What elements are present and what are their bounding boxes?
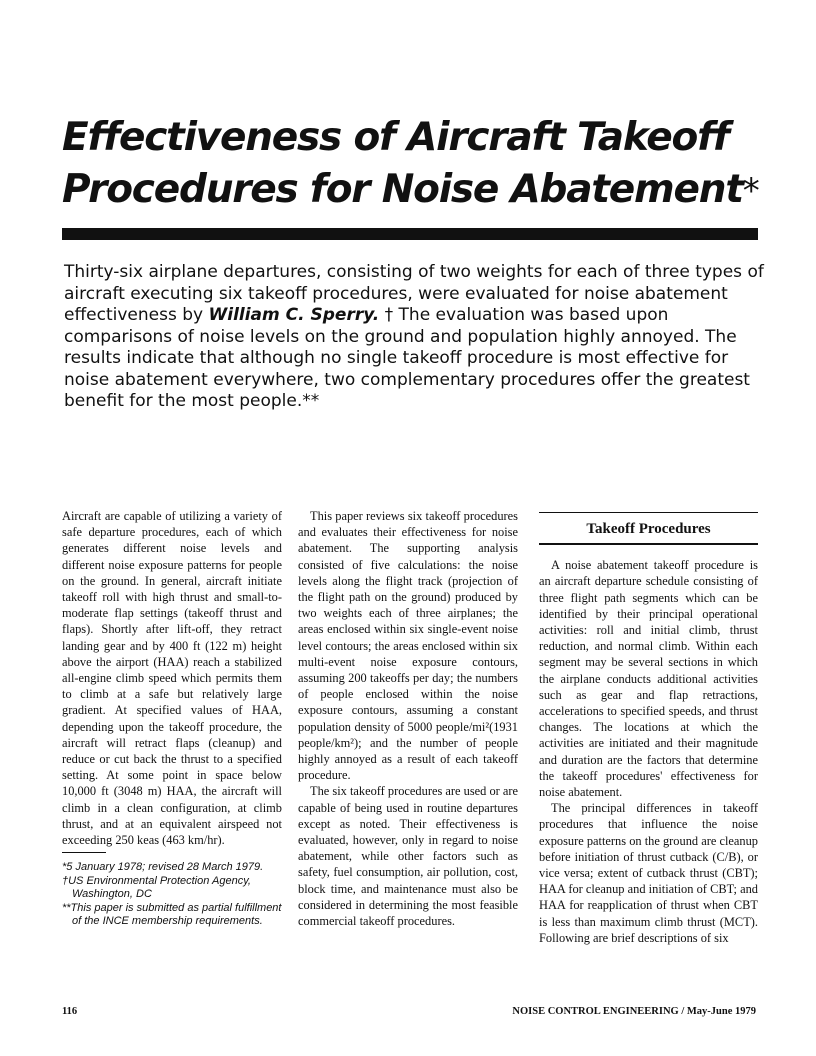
article-title [62, 112, 782, 217]
column-1 [62, 508, 282, 929]
footnotes [62, 861, 282, 929]
abstract-text-2: † The evaluation was based upon comparisons of noise levels on the ground and population highly annoyed. The results indicate that although no single takeoff procedure is most effective for noise abatement everywhere, two complementary procedures offer the greatest benefit for the most people.** [64, 305, 750, 411]
footnote-received: *5 January 1978; revised 28 March 1979. [62, 861, 264, 874]
author-name: William C. Sperry. [208, 305, 380, 325]
intro-paragraph: Aircraft are capable of utilizing a variety of safe departure procedures, each of which generates different noise levels and different noise exposure patterns for people on the ground. In general, aircraft initiate takeoff roll with high thrust and small-to-moderate flap settings (takeoff thrust and flaps). Shortly after lift-off, they retract landing gear and by 400 ft (122 m) height above the airport (HAA) reach a stabilized all-engine climb speed which permits them to climb at a safe but relatively large gradient. At specified values of HAA, depending upon the takeoff procedure, the aircraft will retract flaps (cleanup) and reduce or cut back the thrust to a specified setting. At some point in space below 10,000 ft (3048 m) HAA, the aircraft will climb in a clean configuration, at climb thrust, and at an equivalent airspeed not exceeding 250 keas (463 km/hr). [62, 509, 282, 848]
footnote-affiliation: †US Environmental Protection Agency, Washington, DC [62, 874, 251, 901]
title-line-2-text: Procedures for Noise Abatement [62, 167, 743, 212]
definition-paragraph: A noise abatement takeoff procedure is an aircraft departure schedule consisting of three flight path segments which can be identified by their principal operational activities: roll and initial climb, thrust reduction, and normal climb. Within each segment may be several sections in which the airplane conducts additional activities such as gear and flap retractions, accelerations to specified speeds, and thrust changes. The locations at which the activities are initiated and their magnitude and duration are the factors that determine the takeoff procedures' effectiveness for noise abatement. [539, 558, 758, 800]
abstract [64, 262, 764, 413]
title-rule [62, 228, 758, 240]
review-paragraph: This paper reviews six takeoff procedures and evaluates their effectiveness for noise abatement. The supporting analysis consisted of five calculations: the noise levels along the flight track (projection of the flight path on the ground) produced by two weights each of three airplanes; the areas enclosed within six single-event noise level contours; the areas enclosed within six multi-event noise exposure contours, assuming 200 takeoffs per day; the numbers of people enclosed within the noise exposure contours, assuming a constant population density of 5000 people/mi²(1931 people/km²); and the number of people highly annoyed as a result of each takeoff procedure. [298, 509, 518, 783]
page-number: 116 [62, 1006, 78, 1017]
abstract-text-1: Thirty-six airplane departures, consisting of two weights for each of three types of aircraft executing six takeoff procedures, were evaluated for noise abatement effectiveness by [64, 262, 764, 325]
title-line-2 [62, 164, 782, 217]
column-2 [298, 508, 518, 929]
footnote-membership: **This paper is submitted as partial fulfillment of the INCE membership requirements. [62, 901, 282, 928]
section-top-rule [539, 512, 758, 513]
journal-footer: NOISE CONTROL ENGINEERING / May-June 1979 [512, 1006, 756, 1017]
title-line-1: Effectiveness of Aircraft Takeoff [62, 115, 729, 160]
section-bottom-rule [539, 543, 758, 545]
column-3 [539, 508, 758, 946]
title-footnote-mark: * [742, 171, 759, 211]
differences-paragraph: The principal differences in takeoff procedures that influence the noise exposure patterns on the ground are cleanup before initiation of thrust cutback (C/B), or vice versa; extent of cutback thrust (CBT); HAA for cleanup and initiation of CBT; and HAA for reapplication of thrust when CBT is less than maximum climb thrust (MCT). Following are brief descriptions of six [539, 801, 758, 945]
footnote-divider [62, 852, 106, 853]
procedures-paragraph: The six takeoff procedures are used or are capable of being used in routine departures except as noted. Their effectiveness is evaluated, however, only in regard to noise abatement, while other factors such as safety, fuel consumption, air pollution, cost, block time, and maintenance must also be considered in determining the most feasible commercial takeoff procedures. [298, 784, 518, 929]
section-heading: Takeoff Procedures [586, 521, 711, 537]
